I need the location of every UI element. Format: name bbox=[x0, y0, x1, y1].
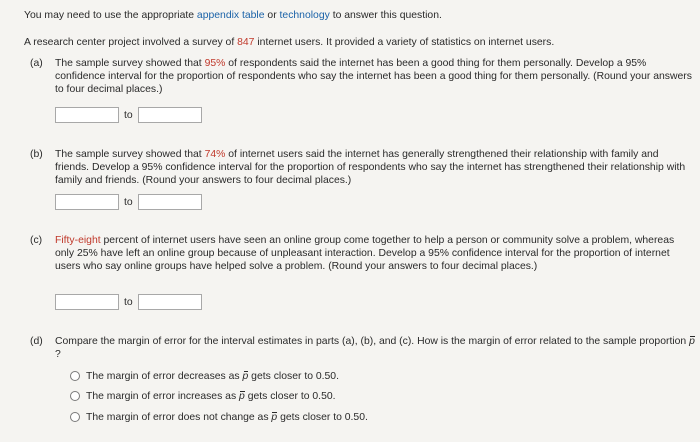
choice-no-change[interactable] bbox=[70, 410, 368, 424]
choice-text: gets closer to 0.50. bbox=[248, 370, 339, 382]
question-text: The sample survey showed that bbox=[55, 58, 205, 69]
question-text: ? bbox=[55, 348, 61, 360]
intro-text: or bbox=[264, 10, 280, 21]
part-a-percent: 95% bbox=[204, 58, 226, 69]
question-text: The sample survey showed that bbox=[55, 149, 205, 160]
p-bar-symbol: p bbox=[242, 370, 249, 382]
choice-label bbox=[86, 391, 336, 402]
choice-increases[interactable] bbox=[70, 389, 336, 403]
choice-text: The margin of error does not change as bbox=[86, 411, 272, 423]
part-b-percent: 74% bbox=[204, 149, 226, 160]
part-d-label: (d) bbox=[30, 336, 43, 347]
radio-button[interactable] bbox=[70, 371, 80, 381]
intro-line-2 bbox=[24, 36, 554, 49]
choice-label bbox=[86, 371, 339, 382]
intro-text: internet users. It provided a variety of statistics on internet users. bbox=[254, 37, 555, 48]
intro-line-1 bbox=[24, 9, 442, 22]
choice-text: The margin of error decreases as bbox=[86, 370, 243, 382]
intro-text: You may need to use the appropriate bbox=[24, 10, 197, 21]
part-b-question bbox=[55, 149, 695, 187]
radio-button[interactable] bbox=[70, 412, 80, 422]
part-b-label: (b) bbox=[30, 149, 43, 160]
intro-text: A research center project involved a survey of bbox=[24, 37, 238, 48]
p-bar-symbol: p bbox=[689, 336, 695, 347]
part-d-question bbox=[55, 336, 695, 362]
question-text: of respondents said the internet has been a good thing for them personally. Develop a 95% confidence interval for the proportion of respondents who say the internet has been a good thing for them personally. (Round your answers to four decimal places.) bbox=[55, 58, 692, 95]
question-text: Compare the margin of error for the interval estimates in parts (a), (b), and (c). How is the margin of error related to the sample proportion bbox=[55, 336, 690, 347]
part-c-label: (c) bbox=[30, 235, 43, 246]
appendix-table-link[interactable]: appendix table bbox=[196, 10, 265, 21]
part-b-answer-row bbox=[55, 193, 202, 211]
technology-link[interactable]: technology bbox=[279, 10, 330, 21]
part-c-highlight: Fifty-eight bbox=[55, 235, 101, 246]
part-a-upper-input[interactable] bbox=[138, 107, 202, 123]
p-bar-symbol: p bbox=[239, 390, 245, 402]
question-text: percent of internet users have seen an online group come together to help a person or community solve a problem, whereas only 25% have left an online group because of unpleasant interaction. Develop a 95% confidence interval for the proportion of internet users who say online groups have helped solve a problem. (Round your answers to four decimal places.) bbox=[55, 235, 675, 272]
intro-text: to answer this question. bbox=[329, 10, 442, 21]
survey-size: 847 bbox=[237, 37, 255, 48]
choice-text: gets closer to 0.50. bbox=[244, 390, 336, 402]
to-label: to bbox=[124, 196, 133, 208]
part-c-upper-input[interactable] bbox=[138, 294, 202, 310]
choice-label bbox=[86, 412, 368, 423]
part-a-question bbox=[55, 58, 695, 96]
to-label: to bbox=[124, 109, 133, 121]
radio-button[interactable] bbox=[70, 391, 80, 401]
choice-text: The margin of error increases as bbox=[86, 390, 240, 402]
part-a bbox=[30, 58, 690, 128]
part-b bbox=[30, 149, 690, 219]
p-bar-symbol: p bbox=[271, 411, 278, 423]
part-b-lower-input[interactable] bbox=[55, 194, 119, 210]
choice-text: gets closer to 0.50. bbox=[277, 411, 368, 423]
part-c-question bbox=[55, 235, 695, 273]
part-a-lower-input[interactable] bbox=[55, 107, 119, 123]
part-b-upper-input[interactable] bbox=[138, 194, 202, 210]
part-a-label: (a) bbox=[30, 58, 43, 69]
question-text: of internet users said the internet has generally strengthened their relationship with family and friends. Develop a 95% confidence interval for the proportion of respondents who say the internet has strengthened their relationship with family and friends. (Round your answers to four decimal places.) bbox=[55, 149, 686, 186]
part-c bbox=[30, 235, 690, 315]
part-c-lower-input[interactable] bbox=[55, 294, 119, 310]
part-a-answer-row bbox=[55, 106, 202, 124]
choice-decreases[interactable] bbox=[70, 369, 339, 383]
part-c-answer-row bbox=[55, 293, 202, 311]
to-label: to bbox=[124, 296, 133, 308]
